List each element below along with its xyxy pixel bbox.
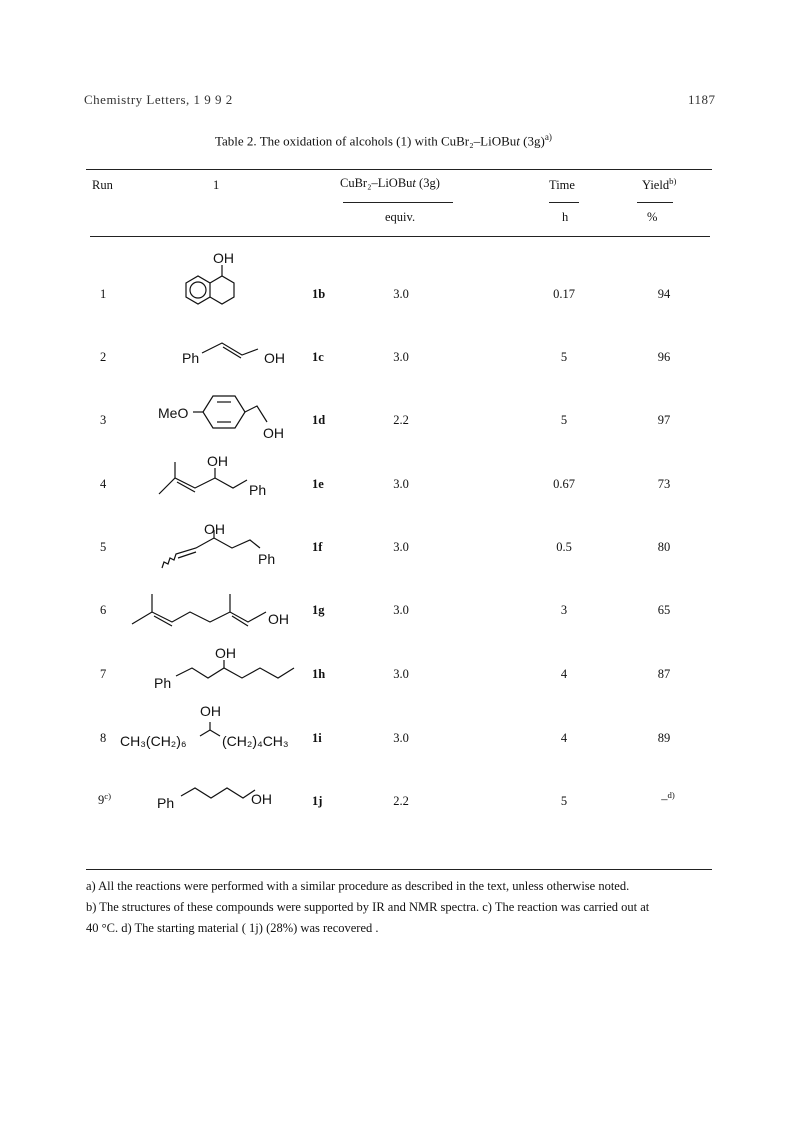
time-6: 3 bbox=[560, 603, 568, 617]
struct-1c-ph: Ph bbox=[182, 350, 200, 366]
run-7: 7 bbox=[100, 667, 107, 681]
caption-text: Table 2. The oxidation of alcohols (1) with CuBr₂–LiOBu bbox=[215, 133, 517, 149]
run-5: 5 bbox=[100, 540, 107, 554]
equiv-2: 3.0 bbox=[393, 350, 409, 364]
struct-1e-ph: Ph bbox=[249, 482, 267, 498]
equiv-9: 2.2 bbox=[393, 794, 409, 808]
struct-1f-ph: Ph bbox=[258, 551, 276, 567]
caption-end: (3g) bbox=[519, 133, 545, 149]
yield-9 bbox=[638, 790, 698, 807]
struct-1i-right: (CH₂)₄CH₃ bbox=[222, 733, 289, 749]
run-9 bbox=[98, 791, 111, 808]
structure-1b bbox=[170, 245, 280, 325]
compound-1c: 1c bbox=[312, 350, 324, 364]
col-reagent-unit: equiv. bbox=[385, 210, 416, 224]
struct-1j-oh: OH bbox=[251, 791, 272, 807]
compound-1b: 1b bbox=[312, 287, 326, 301]
time-1: 0.17 bbox=[553, 287, 575, 301]
yield-6: 65 bbox=[657, 603, 671, 617]
struct-1j-ph: Ph bbox=[157, 795, 175, 811]
run-4: 4 bbox=[100, 477, 107, 491]
yield-4: 73 bbox=[657, 477, 671, 491]
struct-1d-oh: OH bbox=[263, 425, 284, 441]
structure-1h bbox=[152, 642, 302, 692]
structure-1f bbox=[160, 518, 290, 573]
col-yield-unit: % bbox=[647, 210, 658, 224]
yield-7: 87 bbox=[657, 667, 671, 681]
compound-1d: 1d bbox=[312, 413, 326, 427]
structure-1d bbox=[155, 388, 285, 443]
yield-3: 97 bbox=[657, 413, 671, 427]
caption-sup: a) bbox=[544, 132, 552, 142]
equiv-8: 3.0 bbox=[393, 731, 409, 745]
run-9-num: 9 bbox=[98, 793, 105, 808]
structure-1e bbox=[155, 450, 295, 500]
struct-1h-oh: OH bbox=[215, 645, 236, 661]
structure-1i bbox=[118, 700, 308, 750]
run-8: 8 bbox=[100, 731, 107, 745]
compound-1h: 1h bbox=[312, 667, 326, 681]
col-reagent bbox=[340, 176, 440, 191]
struct-1g-oh: OH bbox=[268, 611, 289, 627]
col-time: Time bbox=[549, 178, 575, 192]
col-time-unit: h bbox=[562, 210, 569, 224]
equiv-5: 3.0 bbox=[393, 540, 409, 554]
time-underline bbox=[549, 202, 579, 203]
compound-1e: 1e bbox=[312, 477, 324, 491]
table-top-rule bbox=[86, 169, 712, 170]
col-yield-sup: b) bbox=[669, 176, 677, 186]
col-reagent-end: (3g) bbox=[415, 176, 440, 190]
yield-2: 96 bbox=[657, 350, 671, 364]
struct-1c-oh: OH bbox=[264, 350, 285, 366]
structure-1c bbox=[178, 335, 298, 370]
compound-1f: 1f bbox=[312, 540, 323, 554]
time-9: 5 bbox=[560, 794, 568, 808]
compound-1i: 1i bbox=[312, 731, 322, 745]
run-9-sup: c) bbox=[104, 791, 112, 801]
compound-1g: 1g bbox=[312, 603, 325, 617]
yield-5: 80 bbox=[657, 540, 671, 554]
struct-1f-oh: OH bbox=[204, 521, 225, 537]
equiv-3: 2.2 bbox=[393, 413, 409, 427]
col-reagent-t: t bbox=[412, 176, 416, 190]
struct-1i-oh: OH bbox=[200, 703, 221, 719]
run-6: 6 bbox=[100, 603, 107, 617]
yield-8: 89 bbox=[657, 731, 671, 745]
struct-1h-ph: Ph bbox=[154, 675, 172, 691]
equiv-6: 3.0 bbox=[393, 603, 409, 617]
yield-9-sup: d) bbox=[667, 790, 675, 800]
header-bottom-rule bbox=[90, 236, 710, 237]
equiv-7: 3.0 bbox=[393, 667, 409, 681]
footnote-a: a) All the reactions were performed with a similar procedure as described in the text, unless otherwise noted. bbox=[86, 879, 630, 893]
struct-1b-oh: OH bbox=[213, 250, 234, 266]
run-3: 3 bbox=[100, 413, 107, 427]
struct-1i-left: CH₃(CH₂)₆ bbox=[120, 733, 187, 749]
structure-1j bbox=[155, 782, 285, 812]
time-4: 0.67 bbox=[553, 477, 575, 491]
yield-1: 94 bbox=[657, 287, 671, 301]
yield-9-dash: – bbox=[661, 792, 668, 807]
col-run: Run bbox=[92, 178, 113, 192]
col-yield bbox=[642, 176, 676, 193]
struct-1d-meo: MeO bbox=[158, 405, 189, 421]
compound-1j: 1j bbox=[312, 794, 323, 808]
equiv-1: 3.0 bbox=[393, 287, 409, 301]
structure-1g bbox=[128, 590, 298, 632]
time-8: 4 bbox=[560, 731, 568, 745]
equiv-4: 3.0 bbox=[393, 477, 409, 491]
time-5: 0.5 bbox=[556, 540, 572, 554]
page-number: 1187 bbox=[688, 92, 716, 107]
footnote-b-c: b) The structures of these compounds were supported by IR and NMR spectra. c) The reaction was carried out at bbox=[86, 900, 650, 914]
col-substrate: 1 bbox=[213, 178, 220, 192]
journal-header: Chemistry Letters, 1 9 9 2 bbox=[84, 92, 233, 107]
reagent-underline bbox=[343, 202, 453, 203]
table-bottom-rule bbox=[86, 869, 712, 870]
col-reagent-text: CuBr₂–LiOBu bbox=[340, 176, 413, 190]
run-2: 2 bbox=[100, 350, 107, 364]
time-2: 5 bbox=[560, 350, 568, 364]
time-3: 5 bbox=[560, 413, 568, 427]
struct-1e-oh: OH bbox=[207, 453, 228, 469]
run-1: 1 bbox=[100, 287, 107, 301]
caption-t: t bbox=[516, 133, 520, 149]
col-yield-text: Yield bbox=[642, 178, 670, 193]
footnote-d: 40 °C. d) The starting material ( 1j) (28%) was recovered . bbox=[86, 921, 379, 935]
yield-underline bbox=[637, 202, 673, 203]
table-caption bbox=[215, 132, 552, 149]
time-7: 4 bbox=[560, 667, 568, 681]
